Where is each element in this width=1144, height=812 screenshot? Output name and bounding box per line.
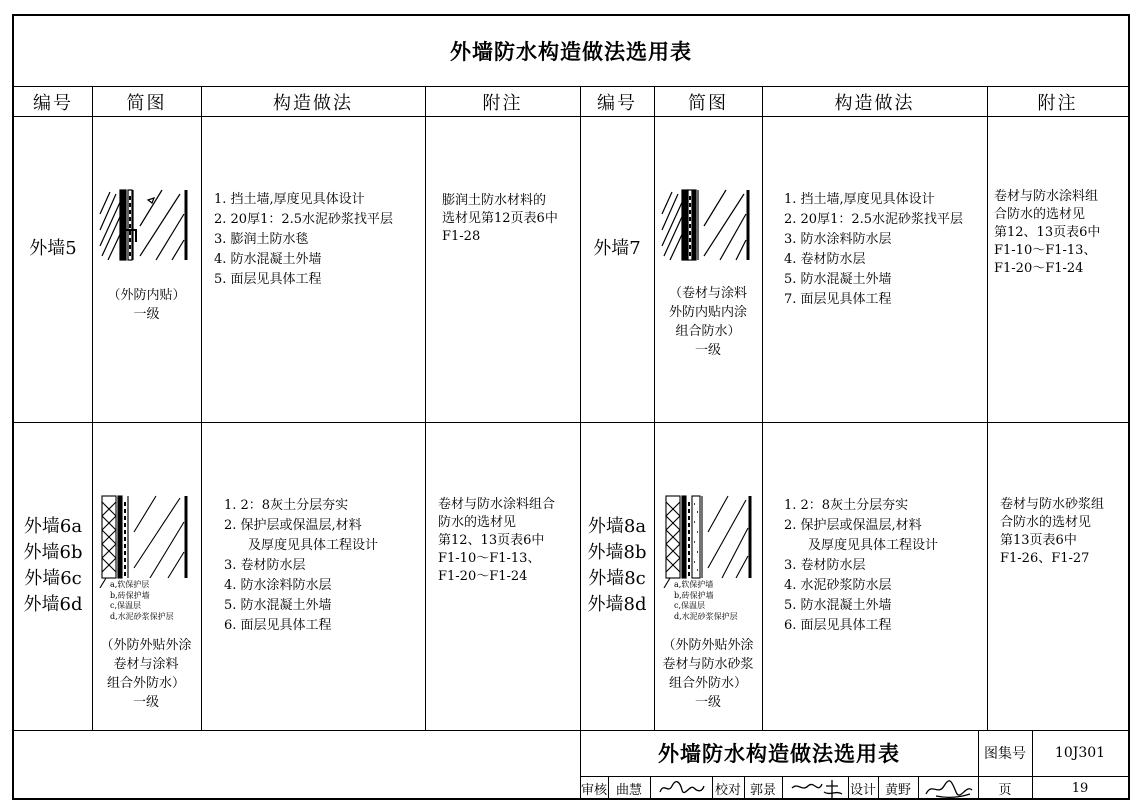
method-list (784, 496, 938, 636)
method-list (214, 190, 393, 290)
row-code: 外墙8a 外墙8b 外墙8c 外墙8d (587, 516, 647, 615)
page-label: 页 (998, 782, 1012, 798)
header-diagram: 简图 (688, 93, 728, 114)
rule (580, 86, 581, 800)
row-code: 外墙6a 外墙6b 外墙6c 外墙6d (23, 516, 83, 615)
atlas-number: 10J301 (1054, 745, 1106, 761)
method-step: 4. 卷材防水层 (784, 252, 866, 267)
rule (987, 86, 988, 730)
rule (782, 776, 783, 800)
wall-section-diagram (96, 186, 196, 286)
header-code: 编号 (597, 93, 637, 114)
method-step: 6. 面层见具体工程 (224, 618, 332, 633)
review-name: 曲慧 (615, 782, 642, 798)
review-label: 审核 (580, 782, 607, 798)
note-text: 膨润土防水材料的 选材见第12页表6中 F1-28 (442, 193, 558, 244)
note-text: 卷材与防水涂料组 合防水的选材见 第12、13页表6中 F1-10～F1-13、 F1-20～F1-24 (994, 189, 1101, 276)
page-title: 外墙防水构造做法选用表 (450, 39, 692, 64)
wall-section-diagram (660, 492, 760, 588)
header-note: 附注 (482, 93, 523, 114)
method-step: 1. 2：8灰土分层夯实 (784, 498, 909, 513)
wall-section-diagram (96, 492, 196, 588)
method-step: 3. 卷材防水层 (784, 558, 866, 573)
diagram-caption: （外防外贴外涂 卷材与涂料 组合外防水） 一级 (100, 638, 192, 710)
row-code: 外墙5 (29, 238, 77, 259)
rule (762, 86, 763, 730)
method-step: 1. 挡土墙,厚度见具体设计 (784, 192, 935, 207)
method-step: 3. 卷材防水层 (224, 558, 306, 573)
wall-section-diagram (658, 186, 758, 286)
rule (14, 422, 1128, 423)
diagram-caption: （卷材与涂料 外防内贴内涂 组合防水） 一级 (668, 286, 747, 358)
method-step: 4. 水泥砂浆防水层 (784, 578, 892, 593)
diagram-caption: （外防内贴） 一级 (107, 288, 186, 322)
method-step: 3. 膨润土防水毯 (214, 232, 309, 247)
method-list (784, 190, 963, 310)
check-label: 校对 (714, 782, 741, 798)
method-step: 4. 防水涂料防水层 (224, 578, 332, 593)
header-diagram: 简图 (126, 93, 167, 114)
method-step: 2. 20厚1：2.5水泥砂浆找平层 (214, 212, 394, 227)
checker-signature (788, 778, 846, 800)
method-step: 1. 2：8灰土分层夯实 (224, 498, 349, 513)
rule (201, 86, 202, 730)
header-method: 构造做法 (273, 93, 353, 114)
drawing-sheet (12, 14, 1130, 800)
designer-signature (922, 778, 976, 800)
note-text: 卷材与防水涂料组合 防水的选材见 第12、13页表6中 F1-10～F1-13、 F1-20～F1-24 (438, 497, 556, 584)
method-list (224, 496, 378, 636)
diagram-caption: （外防外贴外涂 卷材与防水砂浆 组合外防水） 一级 (662, 638, 754, 710)
title-block-title: 外墙防水构造做法选用表 (658, 741, 900, 766)
design-label: 设计 (849, 782, 876, 798)
rule (92, 86, 93, 730)
rule (650, 776, 651, 800)
method-step: 4. 防水混凝土外墙 (214, 252, 322, 267)
method-step: 5. 防水混凝土外墙 (784, 598, 892, 613)
note-text: 卷材与防水砂浆组 合防水的选材见 第13页表6中 F1-26、F1-27 (1000, 497, 1105, 566)
reviewer-signature (656, 778, 708, 798)
method-step: 7. 面层见具体工程 (784, 292, 892, 307)
row-code: 外墙7 (593, 238, 641, 259)
method-step: 6. 面层见具体工程 (784, 618, 892, 633)
page-number: 19 (1071, 780, 1089, 796)
method-step: 3. 防水涂料防水层 (784, 232, 892, 247)
method-step: 及厚度见具体工程设计 (808, 538, 939, 553)
method-step: 5. 面层见具体工程 (214, 272, 322, 287)
header-method: 构造做法 (834, 93, 915, 114)
check-name: 郭景 (749, 782, 776, 798)
header-code: 编号 (33, 93, 73, 114)
method-step: 2. 保护层或保温层,材料 (224, 518, 362, 533)
rule (654, 86, 655, 730)
method-step: 5. 防水混凝土外墙 (224, 598, 332, 613)
rule (425, 86, 426, 730)
layer-labels: a,软保护墙 b,砖保护墙 c,保温层 d,水泥砂浆保护层 (674, 580, 738, 621)
method-step: 2. 20厚1：2.5水泥砂浆找平层 (784, 212, 964, 227)
header-note: 附注 (1037, 93, 1078, 114)
method-step: 2. 保护层或保温层,材料 (784, 518, 922, 533)
rule (918, 776, 919, 800)
method-step: 及厚度见具体工程设计 (248, 538, 379, 553)
design-name: 黄野 (884, 782, 911, 798)
atlas-label: 图集号 (984, 746, 1026, 762)
layer-labels: a,软保护层 b,砖保护墙 c,保温层 d,水泥砂浆保护层 (110, 580, 174, 621)
method-step: 1. 挡土墙,厚度见具体设计 (214, 192, 365, 207)
method-step: 5. 防水混凝土外墙 (784, 272, 892, 287)
